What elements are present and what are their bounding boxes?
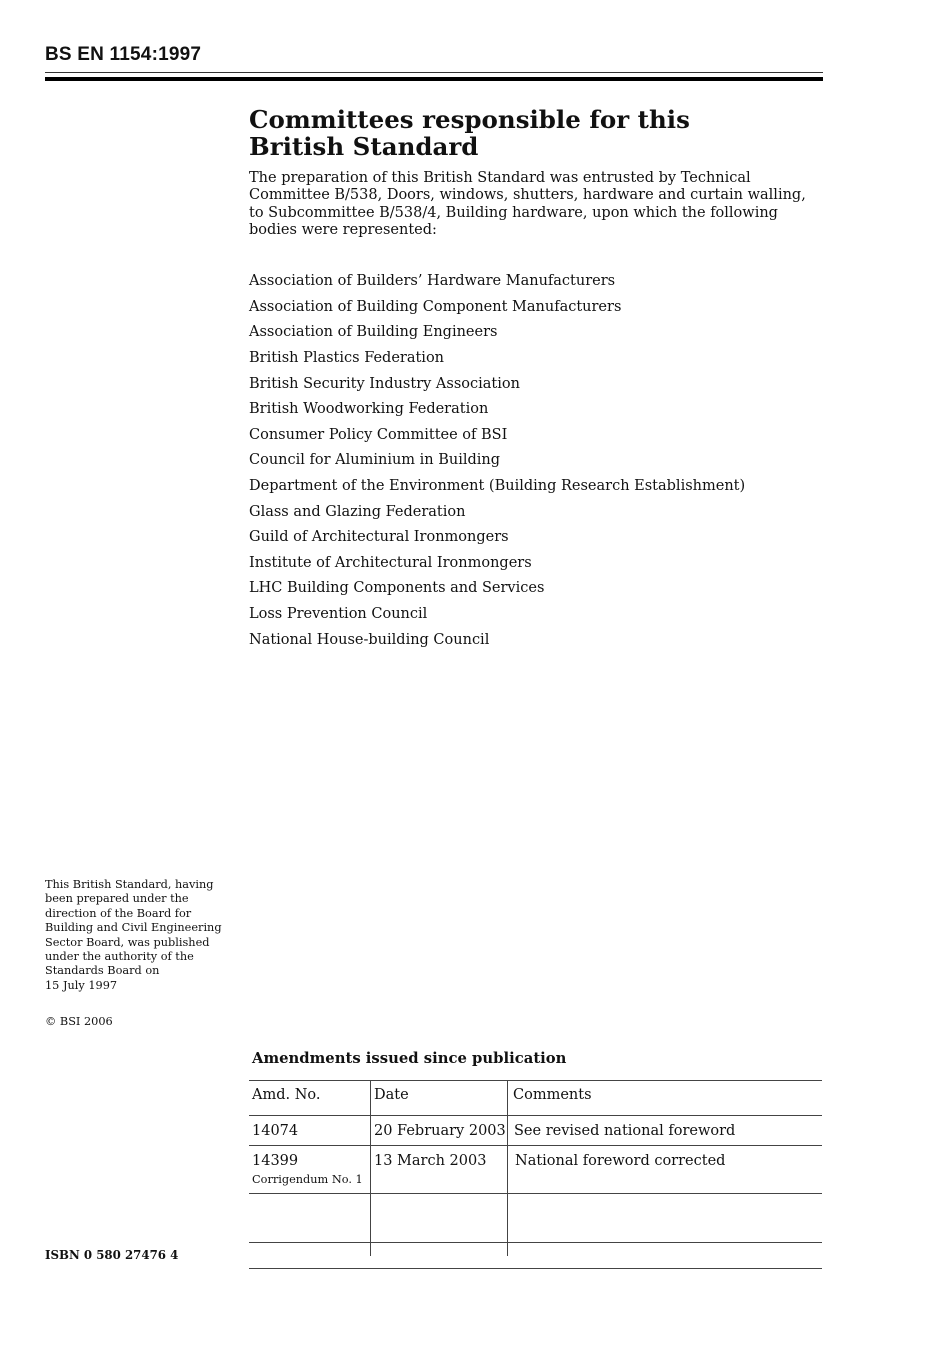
page-title-line2: British Standard — [249, 132, 479, 161]
standard-code: BS EN 1154:1997 — [45, 44, 202, 65]
intro-paragraph: The preparation of this British Standard was entrusted by Technical Committee B/538, Doors, windows, shutters, hardware and curtain walling, to Subcommittee B/538/4, Building hardware, upon which the following bodies were represented: — [249, 170, 806, 238]
table-column-divider — [370, 1080, 371, 1256]
table-rule — [249, 1080, 822, 1081]
row2-amd-no — [252, 1153, 363, 1187]
list-item: British Security Industry Association — [249, 375, 520, 392]
row1-date: 20 February 2003 — [374, 1123, 506, 1139]
represented-bodies-list — [249, 269, 824, 653]
copyright-notice: © BSI 2006 — [45, 1015, 113, 1028]
table-column-divider — [507, 1080, 508, 1256]
table-rule — [249, 1145, 822, 1146]
header-rule-thin — [45, 72, 823, 73]
list-item: Consumer Policy Committee of BSI — [249, 426, 508, 443]
page-title-line1: Committees responsible for this — [249, 105, 690, 134]
row2-corrigendum: Corrigendum No. 1 — [252, 1173, 363, 1186]
list-item: Institute of Architectural Ironmongers — [249, 554, 532, 571]
table-rule — [249, 1193, 822, 1194]
row2-amd-number: 14399 — [252, 1153, 299, 1169]
publication-note-line: This British Standard, having — [45, 878, 214, 891]
list-item: Council for Aluminium in Building — [249, 452, 501, 469]
header-rule-thick — [45, 77, 823, 81]
amendments-table — [249, 1080, 822, 1256]
row1-comments: See revised national foreword — [514, 1123, 736, 1139]
header-comments: Comments — [513, 1087, 592, 1103]
list-item: Loss Prevention Council — [249, 605, 428, 622]
isbn: ISBN 0 580 27476 4 — [45, 1248, 179, 1262]
list-item: LHC Building Components and Services — [249, 580, 545, 597]
page-title — [249, 106, 824, 160]
publication-note-line: been prepared under the — [45, 892, 189, 906]
footer-rule — [249, 1268, 822, 1269]
header-date: Date — [374, 1087, 409, 1103]
list-item: National House-building Council — [249, 631, 490, 648]
list-item: Guild of Architectural Ironmongers — [249, 529, 509, 546]
table-rule — [249, 1115, 822, 1116]
main-content — [249, 106, 824, 653]
publication-note-line: Sector Board, was published — [45, 935, 210, 949]
list-item: British Plastics Federation — [249, 349, 445, 366]
amendments-title: Amendments issued since publication — [252, 1050, 567, 1067]
list-item: Association of Building Engineers — [249, 324, 498, 341]
list-item: Association of Builders’ Hardware Manufacturers — [249, 273, 616, 290]
row1-amd-no: 14074 — [252, 1123, 299, 1139]
publication-note-line: direction of the Board for — [45, 906, 192, 920]
list-item: Association of Building Component Manufacturers — [249, 298, 622, 315]
header-amd-no: Amd. No. — [252, 1087, 321, 1103]
table-rule — [249, 1242, 822, 1243]
row2-comments: National foreword corrected — [515, 1153, 726, 1169]
list-item: British Woodworking Federation — [249, 401, 489, 418]
publication-note-line: under the authority of the — [45, 950, 194, 964]
publication-note-line: Standards Board on — [45, 964, 160, 978]
publication-note-line: 15 July 1997 — [45, 978, 118, 992]
publication-note — [45, 878, 235, 993]
list-item: Department of the Environment (Building Research Establishment) — [249, 477, 746, 494]
list-item: Glass and Glazing Federation — [249, 503, 466, 520]
publication-note-line: Building and Civil Engineering — [45, 921, 222, 935]
row2-date: 13 March 2003 — [374, 1153, 487, 1169]
